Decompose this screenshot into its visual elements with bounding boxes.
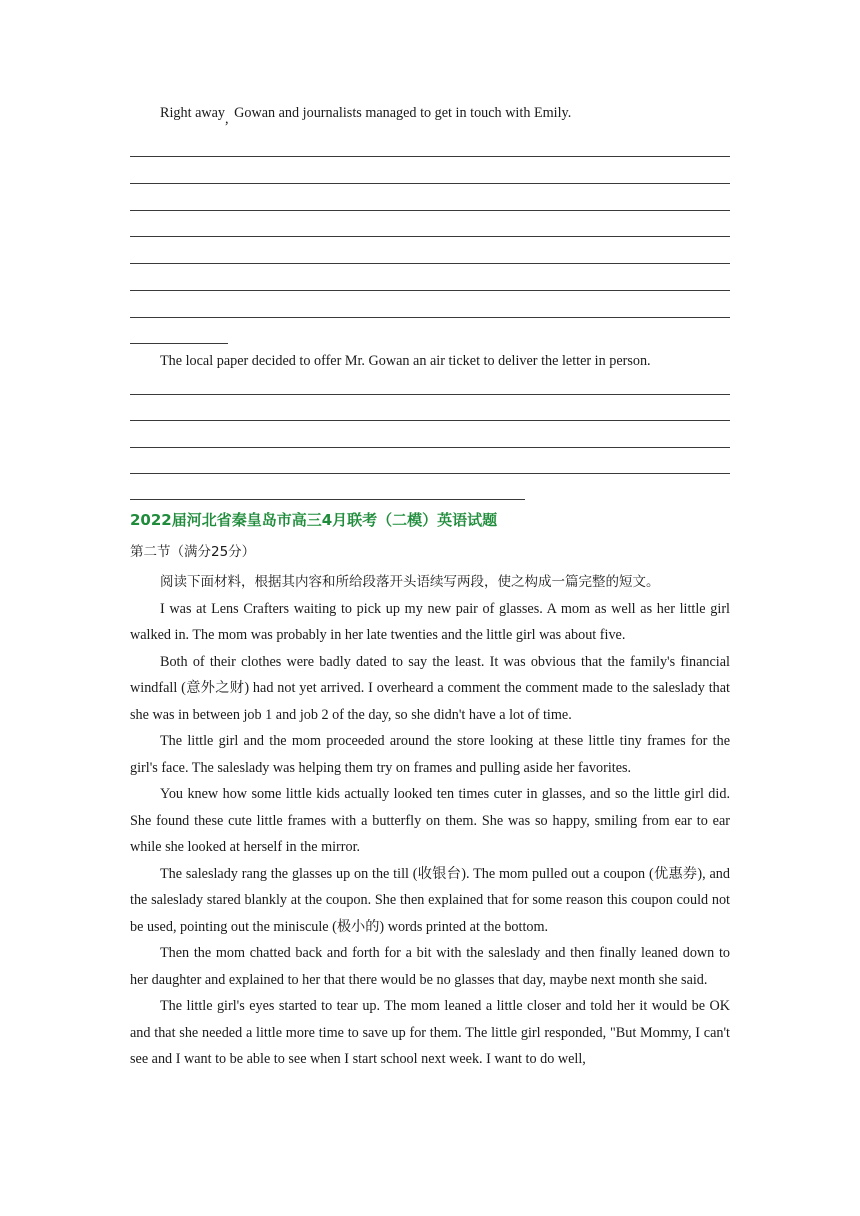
writing-line[interactable] [130, 420, 730, 421]
writing-line[interactable] [130, 156, 730, 157]
writing-line[interactable] [130, 499, 525, 500]
prompt-1-comma: , [225, 111, 229, 127]
continuation-prompt-1 [160, 100, 571, 126]
passage-paragraph: Then the mom chatted back and forth for a bit with the saleslady and then finally leaned down to her daughter and explained to her that there would be no glasses that day, maybe next month she said. [130, 945, 730, 988]
writing-line[interactable] [130, 183, 730, 184]
writing-line[interactable] [130, 236, 730, 237]
section-heading: 第二节（满分25分） [130, 544, 256, 560]
exam-title: 2022届河北省秦皇岛市高三4月联考（二模）英语试题 [130, 511, 498, 529]
prompt-1-rest: Gowan and journalists managed to get in touch with Emily. [234, 105, 572, 121]
writing-line[interactable] [130, 210, 730, 211]
passage-paragraph: The little girl and the mom proceeded around the store looking at these little tiny frames for the girl's face. The saleslady was helping them try on frames and pulling aside her favorites. [130, 733, 730, 776]
reading-passage [130, 569, 730, 1073]
writing-line[interactable] [130, 290, 730, 291]
writing-line[interactable] [130, 343, 228, 344]
prompt-1-start: Right away [160, 105, 226, 121]
writing-line[interactable] [130, 317, 730, 318]
writing-line[interactable] [130, 263, 730, 264]
writing-line[interactable] [130, 473, 730, 474]
passage-paragraph: The saleslady rang the glasses up on the till (收银台). The mom pulled out a coupon (优惠券), and the saleslady stared blankly at the coupon. She then explained that for some reason this coupon could not be used, pointing out the miniscule (极小的) words printed at the bottom. [130, 865, 730, 935]
passage-paragraph: I was at Lens Crafters waiting to pick up my new pair of glasses. A mom as well as her little girl walked in. The mom was probably in her late twenties and the little girl was about five. [130, 600, 730, 643]
instruction-text: 阅读下面材料，根据其内容和所给段落开头语续写两段，使之构成一篇完整的短文。 [160, 574, 660, 590]
writing-line[interactable] [130, 447, 730, 448]
writing-line[interactable] [130, 394, 730, 395]
passage-paragraph: The little girl's eyes started to tear up. The mom leaned a little closer and told her it would be OK and that she needed a little more time to save up for them. The little girl responded, "But Mommy, I can't see and I want to be able to see when I start school next week. I want to do well, [130, 998, 730, 1067]
passage-paragraph: Both of their clothes were badly dated to say the least. It was obvious that the family's financial windfall (意外之财) had not yet arrived. I overheard a comment the comment made to the saleslady that she was in between job 1 and job 2 of the day, so she didn't have a lot of time. [130, 653, 730, 723]
passage-paragraph: You knew how some little kids actually looked ten times cuter in glasses, and so the little girl did. She found these cute little frames with a butterfly on them. She was so happy, smiling from ear to ear while she looked at herself in the mirror. [130, 786, 730, 855]
continuation-prompt-2: The local paper decided to offer Mr. Gowan an air ticket to deliver the letter in person. [160, 353, 651, 369]
